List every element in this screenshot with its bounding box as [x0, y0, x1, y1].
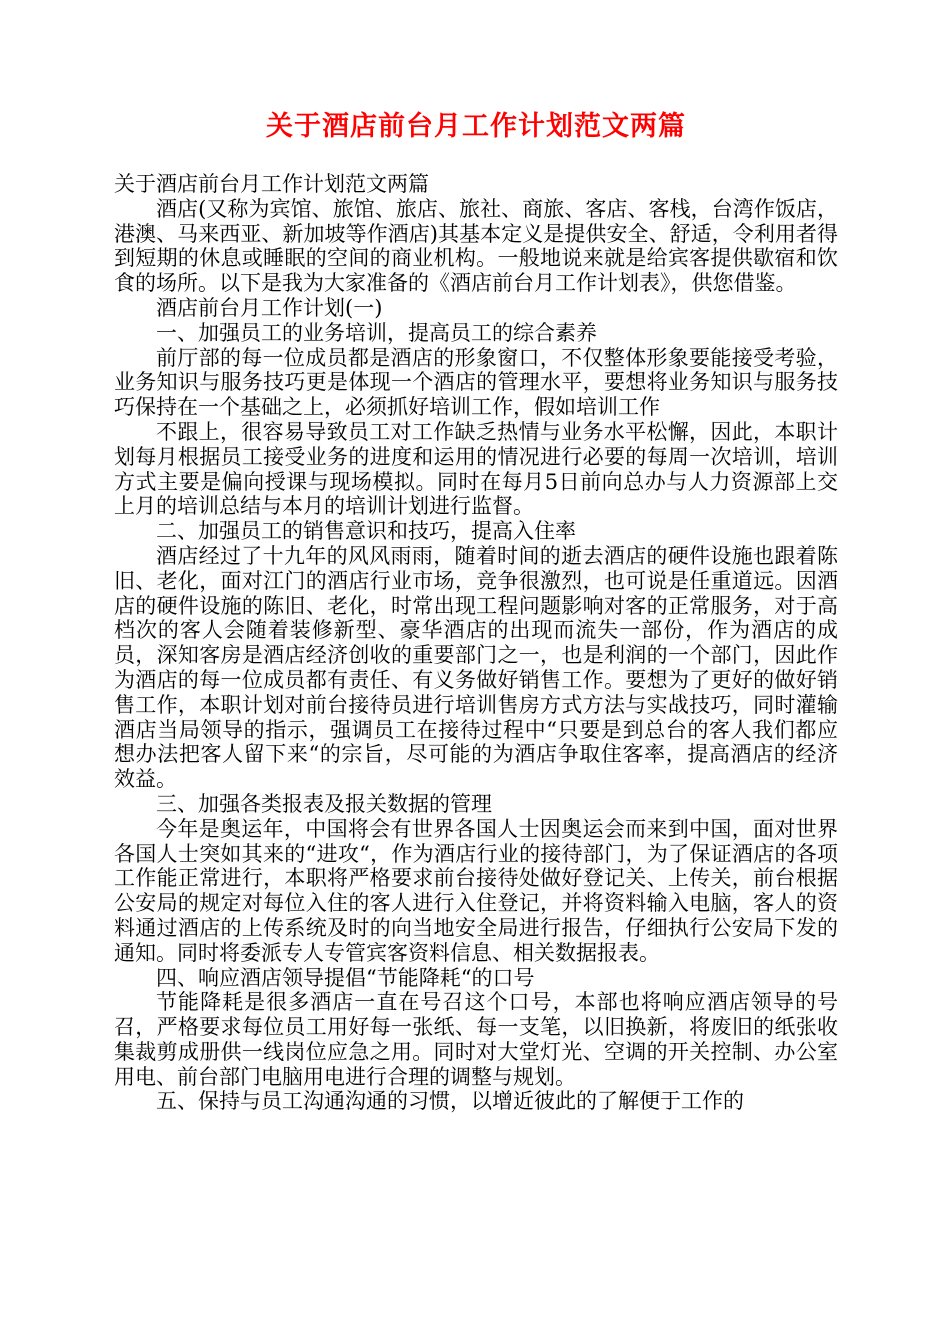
paragraph: 不跟上，很容易导致员工对工作缺乏热情与业务水平松懈，因此，本职计划每月根据员工接受业务的进度和运用的情况进行必要的每周一次培训，培训方式主要是偏向授课与现场模拟。同时在每月5日前向总办与人力资源部上交上月的培训总结与本月的培训计划进行监督。 [114, 419, 838, 519]
paragraph: 酒店前台月工作计划(一) [156, 295, 383, 320]
paragraph: 三、加强各类报表及报关数据的管理 [156, 791, 492, 816]
paragraph: 二、加强员工的销售意识和技巧，提高入住率 [156, 519, 576, 544]
paragraph: 关于酒店前台月工作计划范文两篇 [114, 172, 429, 196]
paragraph: 前厅部的每一位成员都是酒店的形象窗口，不仅整体形象要能接受考验，业务知识与服务技巧更是体现一个酒店的管理水平，要想将业务知识与服务技巧保持在一个基础之上，必须抓好培训工作，假如培训工作 [114, 345, 838, 420]
paragraph: 酒店(又称为宾馆、旅馆、旅店、旅社、商旅、客店、客栈，台湾作饭店，港澳、马来西亚、新加坡等作酒店)其基本定义是提供安全、舒适，令利用者得到短期的休息或睡眠的空间的商业机构。一般地说来就是给宾客提供歇宿和饮食的场所。以下是我为大家准备的《酒店前台月工作计划表》，供您借鉴。 [114, 196, 838, 296]
paragraph: 四、响应酒店领导提倡“节能降耗“的口号 [156, 965, 535, 990]
paragraph: 酒店经过了十九年的风风雨雨，随着时间的逝去酒店的硬件设施也跟着陈旧、老化，面对江门的酒店行业市场，竞争很激烈，也可说是任重道远。因酒店的硬件设施的陈旧、老化，时常出现工程问题影响对客的正常服务，对于高档次的客人会随着装修新型、豪华酒店的出现而流失一部份，作为酒店的成员，深知客房是酒店经济创收的重要部门之一，也是利润的一个部门，因此作为酒店的每一位成员都有责任、有义务做好销售工作。要想为了更好的做好销售工作，本职计划对前台接待员进行培训售房方式方法与实战技巧，同时灌输酒店当局领导的指示，强调员工在接待过程中“只要是到总台的客人我们都应想办法把客人留下来“的宗旨，尽可能的为酒店争取住客率，提高酒店的经济效益。 [114, 543, 838, 792]
paragraph: 五、保持与员工沟通沟通的习惯，以增近彼此的了解便于工作的 [156, 1089, 744, 1114]
document-body [114, 172, 838, 1114]
document-title: 关于酒店前台月工作计划范文两篇 [266, 111, 686, 142]
paragraph: 今年是奥运年，中国将会有世界各国人士因奥运会而来到中国，面对世界各国人士突如其来的“进攻“，作为酒店行业的接待部门，为了保证酒店的各项工作能正常进行，本职将严格要求前台接待处做好登记关、上传关，前台根据公安局的规定对每位入住的客人进行入住登记，并将资料输入电脑，客人的资料通过酒店的上传系统及时的向当地安全局进行报告，仔细执行公安局下发的通知。同时将委派专人专管宾客资料信息、相关数据报表。 [114, 816, 838, 965]
paragraph: 一、加强员工的业务培训，提高员工的综合素养 [156, 320, 597, 345]
paragraph: 节能降耗是很多酒店一直在号召这个口号，本部也将响应酒店领导的号召，严格要求每位员工用好每一张纸、每一支笔，以旧换新，将废旧的纸张收集裁剪成册供一线岗位应急之用。同时对大堂灯光、空调的开关控制、办公室用电、前台部门电脑用电进行合理的调整与规划。 [114, 990, 838, 1089]
